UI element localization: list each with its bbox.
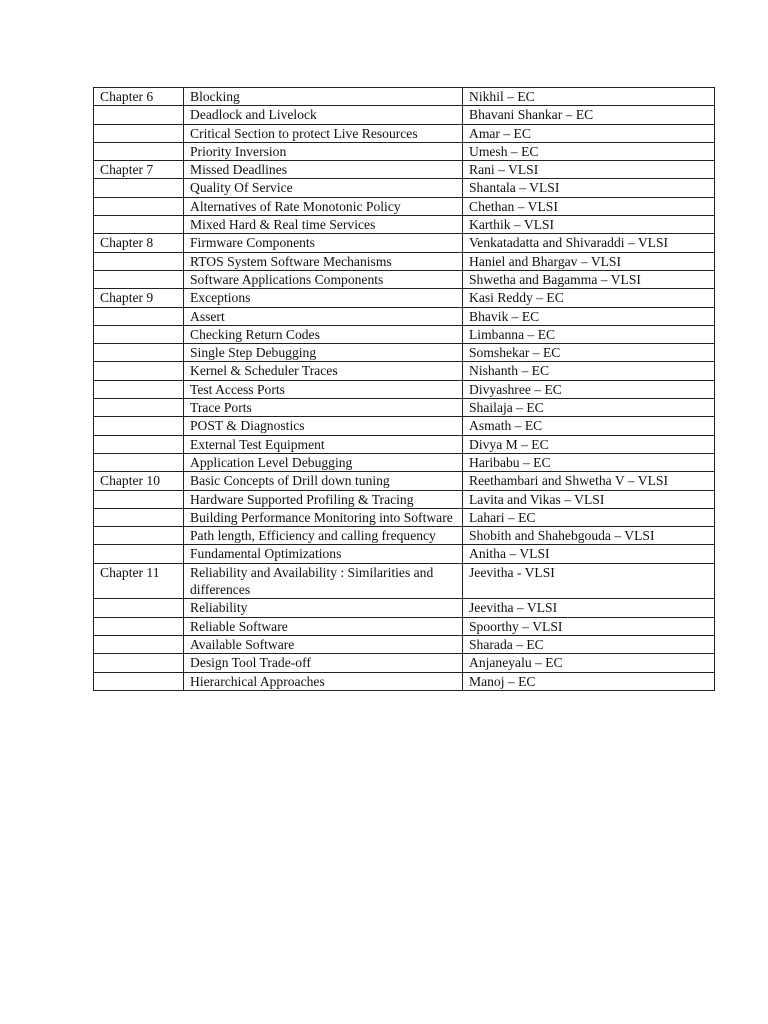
- assignee-cell: Jeevitha – VLSI: [463, 599, 715, 617]
- table-row: [94, 635, 715, 653]
- table-row: [94, 325, 715, 343]
- table-row: [94, 508, 715, 526]
- topic-cell: Basic Concepts of Drill down tuning: [184, 472, 463, 490]
- topic-cell: Quality Of Service: [184, 179, 463, 197]
- chapter-cell: Chapter 11: [94, 563, 184, 599]
- assignee-cell: Shailaja – EC: [463, 399, 715, 417]
- topic-cell: Path length, Efficiency and calling frequency: [184, 527, 463, 545]
- chapter-cell: [94, 490, 184, 508]
- table-row: [94, 435, 715, 453]
- topic-cell: Hardware Supported Profiling & Tracing: [184, 490, 463, 508]
- chapter-cell: [94, 270, 184, 288]
- topic-cell: Firmware Components: [184, 234, 463, 252]
- table-row: [94, 179, 715, 197]
- topic-cell: Kernel & Scheduler Traces: [184, 362, 463, 380]
- chapter-cell: [94, 179, 184, 197]
- table-row: [94, 490, 715, 508]
- assignee-cell: Nikhil – EC: [463, 88, 715, 106]
- chapter-cell: [94, 654, 184, 672]
- assignee-cell: Somshekar – EC: [463, 344, 715, 362]
- table-row: [94, 380, 715, 398]
- table-row: [94, 106, 715, 124]
- table-row: [94, 545, 715, 563]
- table-row: [94, 270, 715, 288]
- topic-cell: Deadlock and Livelock: [184, 106, 463, 124]
- table-row: [94, 216, 715, 234]
- assignee-cell: Divyashree – EC: [463, 380, 715, 398]
- chapter-cell: [94, 142, 184, 160]
- chapter-cell: [94, 106, 184, 124]
- table-row: [94, 161, 715, 179]
- topic-cell: Application Level Debugging: [184, 453, 463, 471]
- topic-cell: Alternatives of Rate Monotonic Policy: [184, 197, 463, 215]
- table-row: [94, 472, 715, 490]
- topic-cell: Missed Deadlines: [184, 161, 463, 179]
- assignee-cell: Limbanna – EC: [463, 325, 715, 343]
- assignee-cell: Lavita and Vikas – VLSI: [463, 490, 715, 508]
- topic-cell: Assert: [184, 307, 463, 325]
- table-row: [94, 252, 715, 270]
- chapter-cell: [94, 124, 184, 142]
- chapter-cell: [94, 380, 184, 398]
- assignee-cell: Karthik – VLSI: [463, 216, 715, 234]
- table-row: [94, 672, 715, 690]
- chapter-cell: [94, 252, 184, 270]
- chapter-cell: [94, 508, 184, 526]
- topic-cell: Available Software: [184, 635, 463, 653]
- table-row: [94, 88, 715, 106]
- assignee-cell: Venkatadatta and Shivaraddi – VLSI: [463, 234, 715, 252]
- chapter-cell: Chapter 8: [94, 234, 184, 252]
- assignee-cell: Sharada – EC: [463, 635, 715, 653]
- table-row: [94, 527, 715, 545]
- table-row: [94, 417, 715, 435]
- chapter-cell: [94, 197, 184, 215]
- table-row: [94, 344, 715, 362]
- topic-cell: Hierarchical Approaches: [184, 672, 463, 690]
- assignee-cell: Shwetha and Bagamma – VLSI: [463, 270, 715, 288]
- assignee-cell: Kasi Reddy – EC: [463, 289, 715, 307]
- topic-cell: Single Step Debugging: [184, 344, 463, 362]
- assignee-cell: Anjaneyalu – EC: [463, 654, 715, 672]
- chapter-cell: [94, 435, 184, 453]
- assignee-cell: Spoorthy – VLSI: [463, 617, 715, 635]
- chapter-cell: [94, 307, 184, 325]
- assignment-table: [93, 87, 715, 691]
- assignee-cell: Umesh – EC: [463, 142, 715, 160]
- assignee-cell: Nishanth – EC: [463, 362, 715, 380]
- chapter-cell: Chapter 7: [94, 161, 184, 179]
- table-row: [94, 399, 715, 417]
- chapter-cell: [94, 617, 184, 635]
- assignee-cell: Haniel and Bhargav – VLSI: [463, 252, 715, 270]
- topic-cell: External Test Equipment: [184, 435, 463, 453]
- table-row: [94, 197, 715, 215]
- chapter-cell: [94, 527, 184, 545]
- topic-cell: Reliability: [184, 599, 463, 617]
- topic-cell: Trace Ports: [184, 399, 463, 417]
- assignee-cell: Manoj – EC: [463, 672, 715, 690]
- chapter-cell: Chapter 9: [94, 289, 184, 307]
- assignee-cell: Bhavik – EC: [463, 307, 715, 325]
- topic-cell: Software Applications Components: [184, 270, 463, 288]
- chapter-cell: [94, 453, 184, 471]
- assignee-cell: Haribabu – EC: [463, 453, 715, 471]
- table-body: [94, 88, 715, 691]
- assignee-cell: Divya M – EC: [463, 435, 715, 453]
- topic-cell: Critical Section to protect Live Resources: [184, 124, 463, 142]
- table-row: [94, 599, 715, 617]
- chapter-cell: [94, 599, 184, 617]
- chapter-cell: [94, 635, 184, 653]
- topic-cell: Mixed Hard & Real time Services: [184, 216, 463, 234]
- topic-cell: Priority Inversion: [184, 142, 463, 160]
- table-row: [94, 654, 715, 672]
- chapter-cell: [94, 325, 184, 343]
- assignee-cell: Anitha – VLSI: [463, 545, 715, 563]
- assignee-cell: Lahari – EC: [463, 508, 715, 526]
- table-row: [94, 289, 715, 307]
- assignee-cell: Rani – VLSI: [463, 161, 715, 179]
- chapter-cell: [94, 417, 184, 435]
- chapter-cell: [94, 216, 184, 234]
- table-row: [94, 234, 715, 252]
- assignee-cell: Shantala – VLSI: [463, 179, 715, 197]
- assignee-cell: Reethambari and Shwetha V – VLSI: [463, 472, 715, 490]
- topic-cell: Checking Return Codes: [184, 325, 463, 343]
- table-row: [94, 362, 715, 380]
- topic-cell: Reliable Software: [184, 617, 463, 635]
- table-row: [94, 453, 715, 471]
- chapter-cell: Chapter 6: [94, 88, 184, 106]
- chapter-cell: [94, 362, 184, 380]
- assignee-cell: Jeevitha - VLSI: [463, 563, 715, 599]
- chapter-cell: [94, 344, 184, 362]
- assignee-cell: Amar – EC: [463, 124, 715, 142]
- topic-cell: POST & Diagnostics: [184, 417, 463, 435]
- topic-cell: Reliability and Availability : Similarities and differences: [184, 563, 463, 599]
- topic-cell: Exceptions: [184, 289, 463, 307]
- topic-cell: Building Performance Monitoring into Software: [184, 508, 463, 526]
- assignee-cell: Bhavani Shankar – EC: [463, 106, 715, 124]
- topic-cell: Test Access Ports: [184, 380, 463, 398]
- table-row: [94, 124, 715, 142]
- topic-cell: Fundamental Optimizations: [184, 545, 463, 563]
- chapter-cell: Chapter 10: [94, 472, 184, 490]
- assignee-cell: Shobith and Shahebgouda – VLSI: [463, 527, 715, 545]
- topic-cell: Blocking: [184, 88, 463, 106]
- chapter-cell: [94, 672, 184, 690]
- topic-cell: Design Tool Trade-off: [184, 654, 463, 672]
- table-row: [94, 142, 715, 160]
- table-row: [94, 617, 715, 635]
- table-row: [94, 563, 715, 599]
- table-row: [94, 307, 715, 325]
- chapter-cell: [94, 545, 184, 563]
- topic-cell: RTOS System Software Mechanisms: [184, 252, 463, 270]
- assignee-cell: Chethan – VLSI: [463, 197, 715, 215]
- assignee-cell: Asmath – EC: [463, 417, 715, 435]
- chapter-cell: [94, 399, 184, 417]
